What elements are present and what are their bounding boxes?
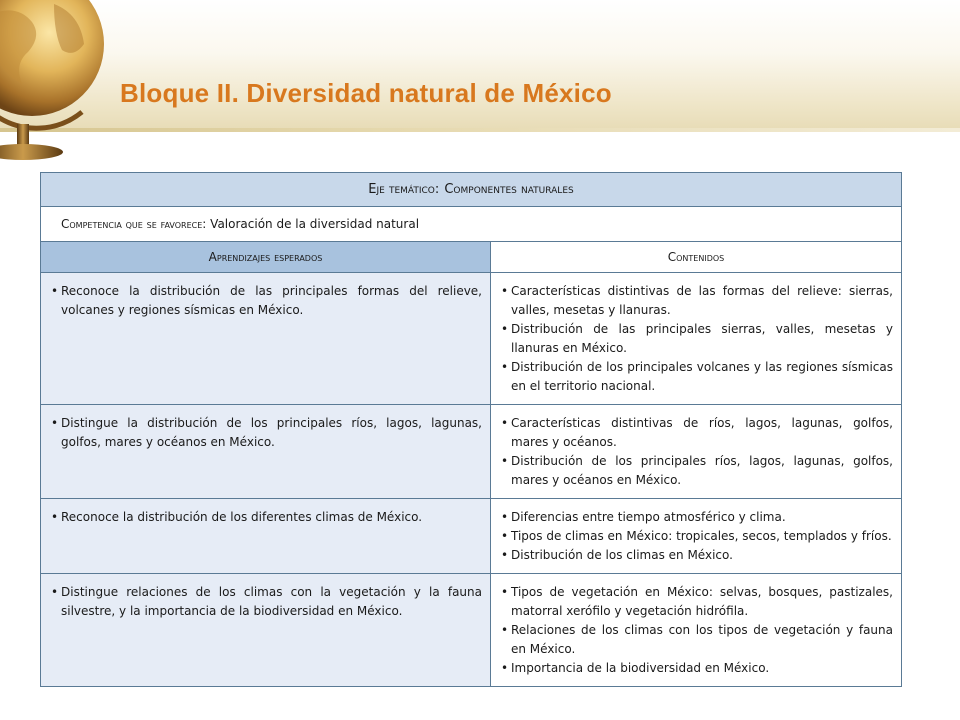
table-row [41, 574, 902, 687]
header-divider [0, 128, 960, 132]
aprendizaje-item: • Reconoce la distribución de los diferentes climas de México. [51, 508, 482, 527]
col-header-contenidos: Contenidos [491, 242, 902, 273]
contenido-item: • Diferencias entre tiempo atmosférico y clima. [501, 508, 893, 527]
contenido-item: • Tipos de climas en México: tropicales, secos, templados y fríos. [501, 527, 893, 546]
competencia-row [41, 207, 902, 242]
col-header-aprendizajes: Aprendizajes esperados [41, 242, 491, 273]
contenido-item: • Características distintivas de ríos, lagos, lagunas, golfos, mares y océanos. [501, 414, 893, 452]
eje-value: Componentes naturales [444, 182, 574, 197]
contenido-item: • Distribución de las principales sierras, valles, mesetas y llanuras en México. [501, 320, 893, 358]
eje-tematico-header [41, 173, 902, 207]
globe-icon [0, 0, 112, 164]
aprendizaje-item: • Distingue la distribución de los principales ríos, lagos, lagunas, golfos, mares y océanos en México. [51, 414, 482, 452]
contenido-item: • Tipos de vegetación en México: selvas, bosques, pastizales, matorral xerófilo y vegetación hidrófila. [501, 583, 893, 621]
competencia-label: Competencia que se favorece: [61, 217, 207, 231]
table-row [41, 273, 902, 405]
contenido-item: • Características distintivas de las formas del relieve: sierras, valles, mesetas y llanuras. [501, 282, 893, 320]
curriculum-table [40, 172, 902, 687]
contenido-item: • Relaciones de los climas con los tipos de vegetación y fauna en México. [501, 621, 893, 659]
contenido-item: • Distribución de los climas en México. [501, 546, 893, 565]
page-title: Bloque II. Diversidad natural de México [120, 78, 612, 108]
aprendizaje-item: • Reconoce la distribución de las principales formas del relieve, volcanes y regiones sísmicas en México. [51, 282, 482, 320]
contenido-item: • Distribución de los principales volcanes y las regiones sísmicas en el territorio nacional. [501, 358, 893, 396]
contenido-item: • Importancia de la biodiversidad en México. [501, 659, 893, 678]
table-row [41, 405, 902, 499]
table-row [41, 499, 902, 574]
contenido-item: • Distribución de los principales ríos, lagos, lagunas, golfos, mares y océanos en México. [501, 452, 893, 490]
competencia-value: Valoración de la diversidad natural [210, 217, 420, 231]
aprendizaje-item: • Distingue relaciones de los climas con la vegetación y la fauna silvestre, y la importancia de la biodiversidad en México. [51, 583, 482, 621]
eje-label: Eje temático: [368, 182, 440, 197]
header-band [0, 0, 960, 132]
